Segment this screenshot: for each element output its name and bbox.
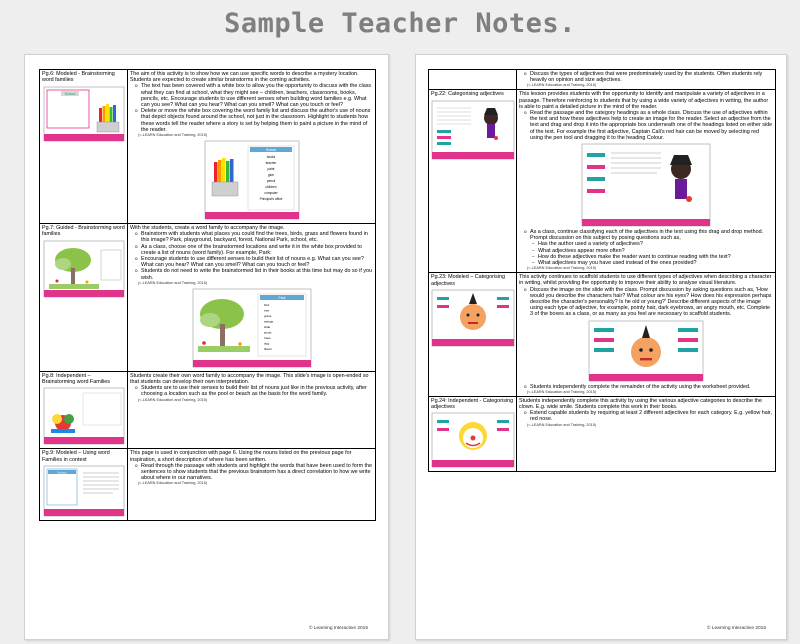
list-item: – How do these adjectives make the reader want to continue reading with the text? (533, 254, 773, 260)
list-item: o As a class, continue classifying each of the adjectives in the text using this drag and drop method. Prompt discussion on this subject by posing questions such as, (525, 229, 773, 241)
thumb-school-word: School (56, 470, 67, 475)
list-word: trees (263, 335, 271, 340)
row-label-cell (40, 224, 128, 372)
list-word: slide (263, 324, 270, 329)
copyright-footer: © Learning Interactive 2015 (308, 626, 368, 631)
row-intro: Students independently complete this activity by using the various adjective categories to describe the clown. E.g. wide smile. Students complete this work in their books. (519, 397, 763, 411)
list-word: pencil (266, 179, 275, 184)
list-word: paint (267, 167, 274, 172)
list-word: swings (263, 319, 273, 324)
row-label: Pg.7: Guided - Brainstorming word families (42, 225, 125, 238)
row-content-cell (517, 70, 776, 90)
list-word: glue (267, 173, 274, 178)
row-label: Pg.23: Modeled – Categorising adjectives (431, 274, 506, 287)
slide-thumbnail-school-passage (43, 465, 125, 517)
list-word: computer (263, 191, 278, 196)
row-label-cell (40, 371, 128, 449)
slide-thumbnail-pirate (431, 100, 515, 160)
row-label: Pg.22: Categorising adjectives (431, 91, 504, 98)
row-label-cell (429, 90, 517, 273)
table-row (40, 371, 376, 449)
list-item: – Has the author used a variety of adjectives? (533, 241, 773, 247)
row-content-cell (517, 90, 776, 273)
slide-thumbnail-clown (431, 412, 515, 468)
row-content-cell (128, 449, 376, 521)
thumb-school-word: School (64, 91, 75, 96)
slide-thumbnail-park-list (192, 288, 312, 368)
row-intro: This lesson provides students with the opportunity to identify and manipulate a variety of adjectives in a passage. Therefore reinforcing to students that by using a wide variety of adjectives in writing, the author is able to paint a detailed picture in the mind of the reader. (519, 91, 769, 110)
document-page-left (24, 54, 389, 640)
notes-table-right (428, 69, 776, 472)
row-label: Pg.9: Modeled – Using word Families in context (42, 450, 110, 463)
row-label: Pg.8: Independent – Brainstorming word Families (42, 372, 111, 386)
page-title: Sample Teacher Notes. (224, 8, 576, 39)
notes-table-left (39, 69, 376, 521)
table-row (429, 273, 776, 397)
list-item: – What adjectives appear more often? (533, 248, 773, 254)
slide-thumbnail-beach (43, 387, 125, 445)
source-note: (<-LEARN Education and Training, 2015) (527, 266, 597, 271)
slide-thumbnail-character-large (588, 320, 704, 382)
table-row (40, 70, 376, 224)
row-intro: With the students, create a word family to accompany the image. (130, 225, 285, 232)
source-note: (<-LEARN Education and Training, 2015) (138, 397, 208, 402)
list-item: o Brainstorm with students what places you could find the trees, birds, grass and flowers found in this image? Park, playground, backyard, forest, National Park, school, etc. (136, 231, 373, 243)
list-word: books (266, 155, 275, 160)
source-note: (<-LEARN Education and Training, 2015) (138, 280, 208, 285)
list-word-title: Park (278, 295, 285, 300)
list-word: teacher (265, 161, 276, 166)
list-item: o As a class, choose one of the brainstormed locations and write it in the white box provided to create a list of nouns (word family). For example, Park: (136, 244, 373, 256)
slide-thumbnail-character (431, 289, 515, 347)
list-item: o Extend capable students by requiring at least 2 different adjectives for each category. E.g. yellow hair, red nose. (525, 410, 773, 422)
row-spacer (519, 428, 773, 450)
list-word: bird (263, 302, 269, 307)
slide-thumbnail-school-list (204, 140, 300, 220)
row-content-cell (128, 371, 376, 449)
row-intro: The aim of this activity is to show how we can use specific words to describe a mystery location. Students are expected to create similar brainstorms in the coming activities. (130, 71, 359, 84)
row-label-cell (429, 396, 517, 472)
source-note: (<-LEARN Education and Training, 2015) (138, 481, 208, 486)
list-word: Principal's office (259, 197, 282, 202)
list-item: o Students independently complete the remainder of the activity using the worksheet provided. (525, 384, 773, 390)
row-label-cell (429, 273, 517, 397)
source-note: (<-LEARN Education and Training, 2015) (527, 422, 597, 427)
list-item: o Read the passage and the category headings as a whole class. Discuss the use of adjectives within the text and how these adjectives help to create an image for the reader. Select an adjective from the text and drag and drop it into the appropriate box underneath one of the headings listed on either side of the text. For example the first adjective, Captain Cali's red hair can be moved by selecting red using the pen tool and dragging it to the heading Colour. (525, 110, 773, 141)
list-item: o Students are to use their senses to build their list of nouns just like in the previous activity, after choosing a location such as the pool or beach as the basis for the word family. (136, 385, 373, 397)
row-intro: This page is used in conjunction with page 6. Using the nouns listed on the previous page for inspiration, a short description of where has been written. (130, 450, 352, 463)
source-note: (<-LEARN Education and Training, 2015) (138, 133, 208, 138)
list-item: o Encourage students to use different senses to build their list of nouns e.g. What can you see? What can you hear? What can you smell? What can you touch or feel? (136, 256, 373, 268)
list-word: grass (263, 313, 271, 318)
row-label-cell (429, 70, 517, 90)
document-page-right (415, 54, 787, 640)
row-content-cell (517, 396, 776, 472)
list-word: tree (263, 308, 269, 313)
table-row (40, 449, 376, 521)
row-content-cell (128, 70, 376, 224)
row-label: Pg.24: Independent - Categorising adjectives (431, 397, 514, 411)
table-row (429, 70, 776, 90)
table-row (429, 90, 776, 273)
row-content-cell (128, 224, 376, 372)
row-label: Pg.6: Modeled - Brainstorming word families (42, 71, 115, 84)
list-item: o Read through the passage with students and highlight the words that have been used to form the sentences to show students that the previous brainstorm has a direct correlation to how we write about where in our narratives. (136, 463, 373, 482)
source-note: (<-LEARN Education and Training, 2015) (527, 83, 597, 88)
list-item: o Students do not need to write the brainstormed list in their books at this time but may do so if you wish. (136, 268, 373, 280)
list-item: o Discuss the image on the slide with the class. Prompt discussion by asking questions such as, 'How would you describe the characters hair? What colour are his eyes? How does his expression perhaps describe the character's personality? Is he old or young?' Describe different aspects of the image using each type of adjective, for example, pointy hair, dark eyebrows, an angry mouth, etc. Complete 3 of the boxes as a class, or as many as you feel are necessary to scaffold students. (525, 287, 773, 318)
list-item: o Delete or move the white box covering the word family list and discuss the author's use of nouns that depict objects found around the school, not just in the classroom. Highlight to students how these words tell the reader where a story is set by helping them to paint a picture in the mind of the reader. (136, 108, 373, 133)
list-word-title: School (265, 148, 276, 153)
row-label-cell (40, 449, 128, 521)
slide-thumbnail-park (43, 240, 125, 298)
row-label-cell (40, 70, 128, 224)
slide-thumbnail-school (43, 86, 125, 142)
table-row (429, 396, 776, 472)
list-word: flower (263, 346, 272, 351)
list-item: o The text has been covered with a white box to allow you the opportunity to discuss with the class what they can find at school, what they might see – children, teachers, classrooms, books, pencils, etc. Encourage students to use different senses when building word families e.g. What can you see? What can you hear? What can you smell? What can you touch or feel? (136, 83, 373, 108)
list-word: picnic (263, 330, 272, 335)
table-row (40, 224, 376, 372)
copyright-footer: © Learning Interactive 2015 (706, 626, 766, 631)
list-word: dog (263, 341, 269, 346)
source-note: (<-LEARN Education and Training, 2015) (527, 389, 597, 394)
list-item: – What adjectives may you have used instead of the ones provided? (533, 260, 773, 266)
row-content-cell (517, 273, 776, 397)
row-intro: Students create their own word family to accompany the image. This slide's image is open-ended so that students can develop their own interpretation. (130, 372, 369, 386)
row-intro: This activity continues to scaffold students to use different types of adjectives when describing a character in writing, whilst providing the opportunity to improve their ability to analyse visual literature. (519, 274, 772, 287)
list-word: children (264, 185, 277, 190)
slide-thumbnail-pirate-large (581, 143, 711, 227)
list-item: o Discuss the types of adjectives that were predominately used by the students. Often students rely heavily on opinion and size adjectives. (525, 71, 773, 83)
